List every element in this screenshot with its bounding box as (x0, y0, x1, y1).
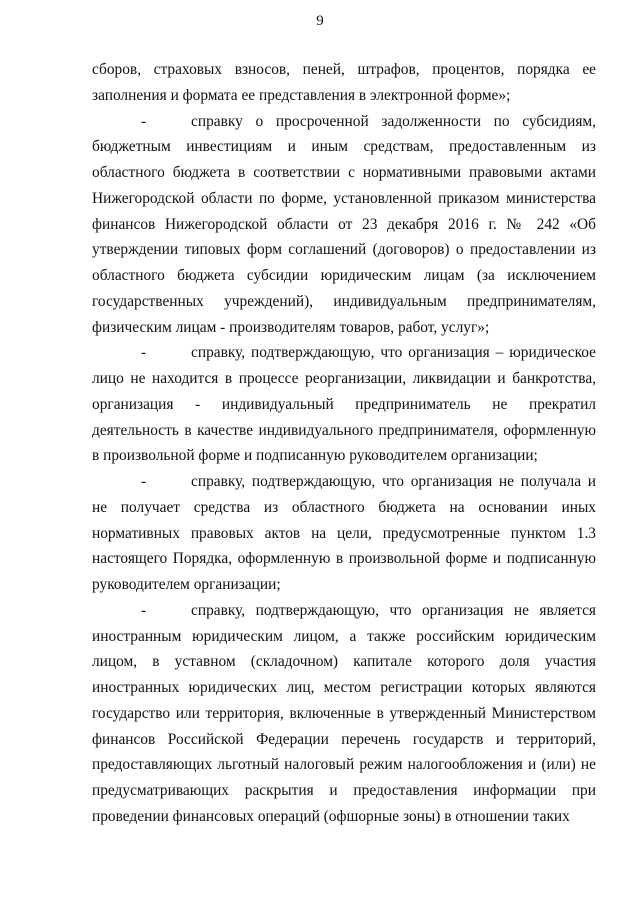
body-text (92, 57, 596, 830)
paragraph-continuation (92, 57, 596, 109)
list-item (92, 340, 596, 469)
list-item-text: справку, подтверждающую, что организация не получала и не получает средства из областного бюджета на основании иных нормативных правовых актов на цели, предусмотренные пунктом 1.3 настоящего Порядка, оформленную в произвольной форме и подписанную руководителем организации; (92, 473, 596, 593)
list-dash: - (141, 601, 147, 619)
list-item-text: справку о просроченной задолженности по субсидиям, бюджетным инвестициям и иным средствам, предоставленным из областного бюджета в соответствии с нормативными правовыми актами Нижегородской области по форме, установленной приказом министерства финансов Нижегородской области от 23 декабря 2016 г. № 242 «Об утверждении типовых форм соглашений (договоров) о предоставлении из областного бюджета субсидии юридическим лицам (за исключением государственных учреждений), индивидуальным предпринимателям, физическим лицам - производителям товаров, работ, услуг»; (92, 112, 596, 336)
list-dash: - (141, 473, 147, 490)
list-item (92, 469, 596, 598)
list-dash: - (141, 344, 147, 362)
list-item (92, 598, 596, 830)
page-number: 9 (316, 13, 324, 29)
paragraph-text: сборов, страховых взносов, пеней, штрафов, процентов, порядка ее заполнения и формата ее представления в электронной форме»; (92, 61, 596, 104)
list-dash: - (141, 112, 147, 130)
list-item-text: справку, подтверждающую, что организация не является иностранным юридическим лицом, а также российским юридическим лицом, в уставном (складочном) капитале которого доля участия иностранных юридических лиц, местом регистрации которых являются государство или территория, включенные в утвержденный Министерством финансов Российской Федерации перечень государств и территорий, предоставляющих льготный налоговый режим налогообложения и (или) не предусматривающих раскрытия и предоставления информации при проведении финансовых операций (офшорные зоны) в отношении таких (92, 601, 596, 825)
list-item-text: справку, подтверждающую, что организация – юридическое лицо не находится в процессе реорганизации, ликвидации и банкротства, организация - индивидуальный предприниматель не прекратил деятельность в качестве индивидуального предпринимателя, оформленную в произвольной форме и подписанную руководителем организации; (92, 344, 596, 465)
list-item (92, 109, 596, 341)
